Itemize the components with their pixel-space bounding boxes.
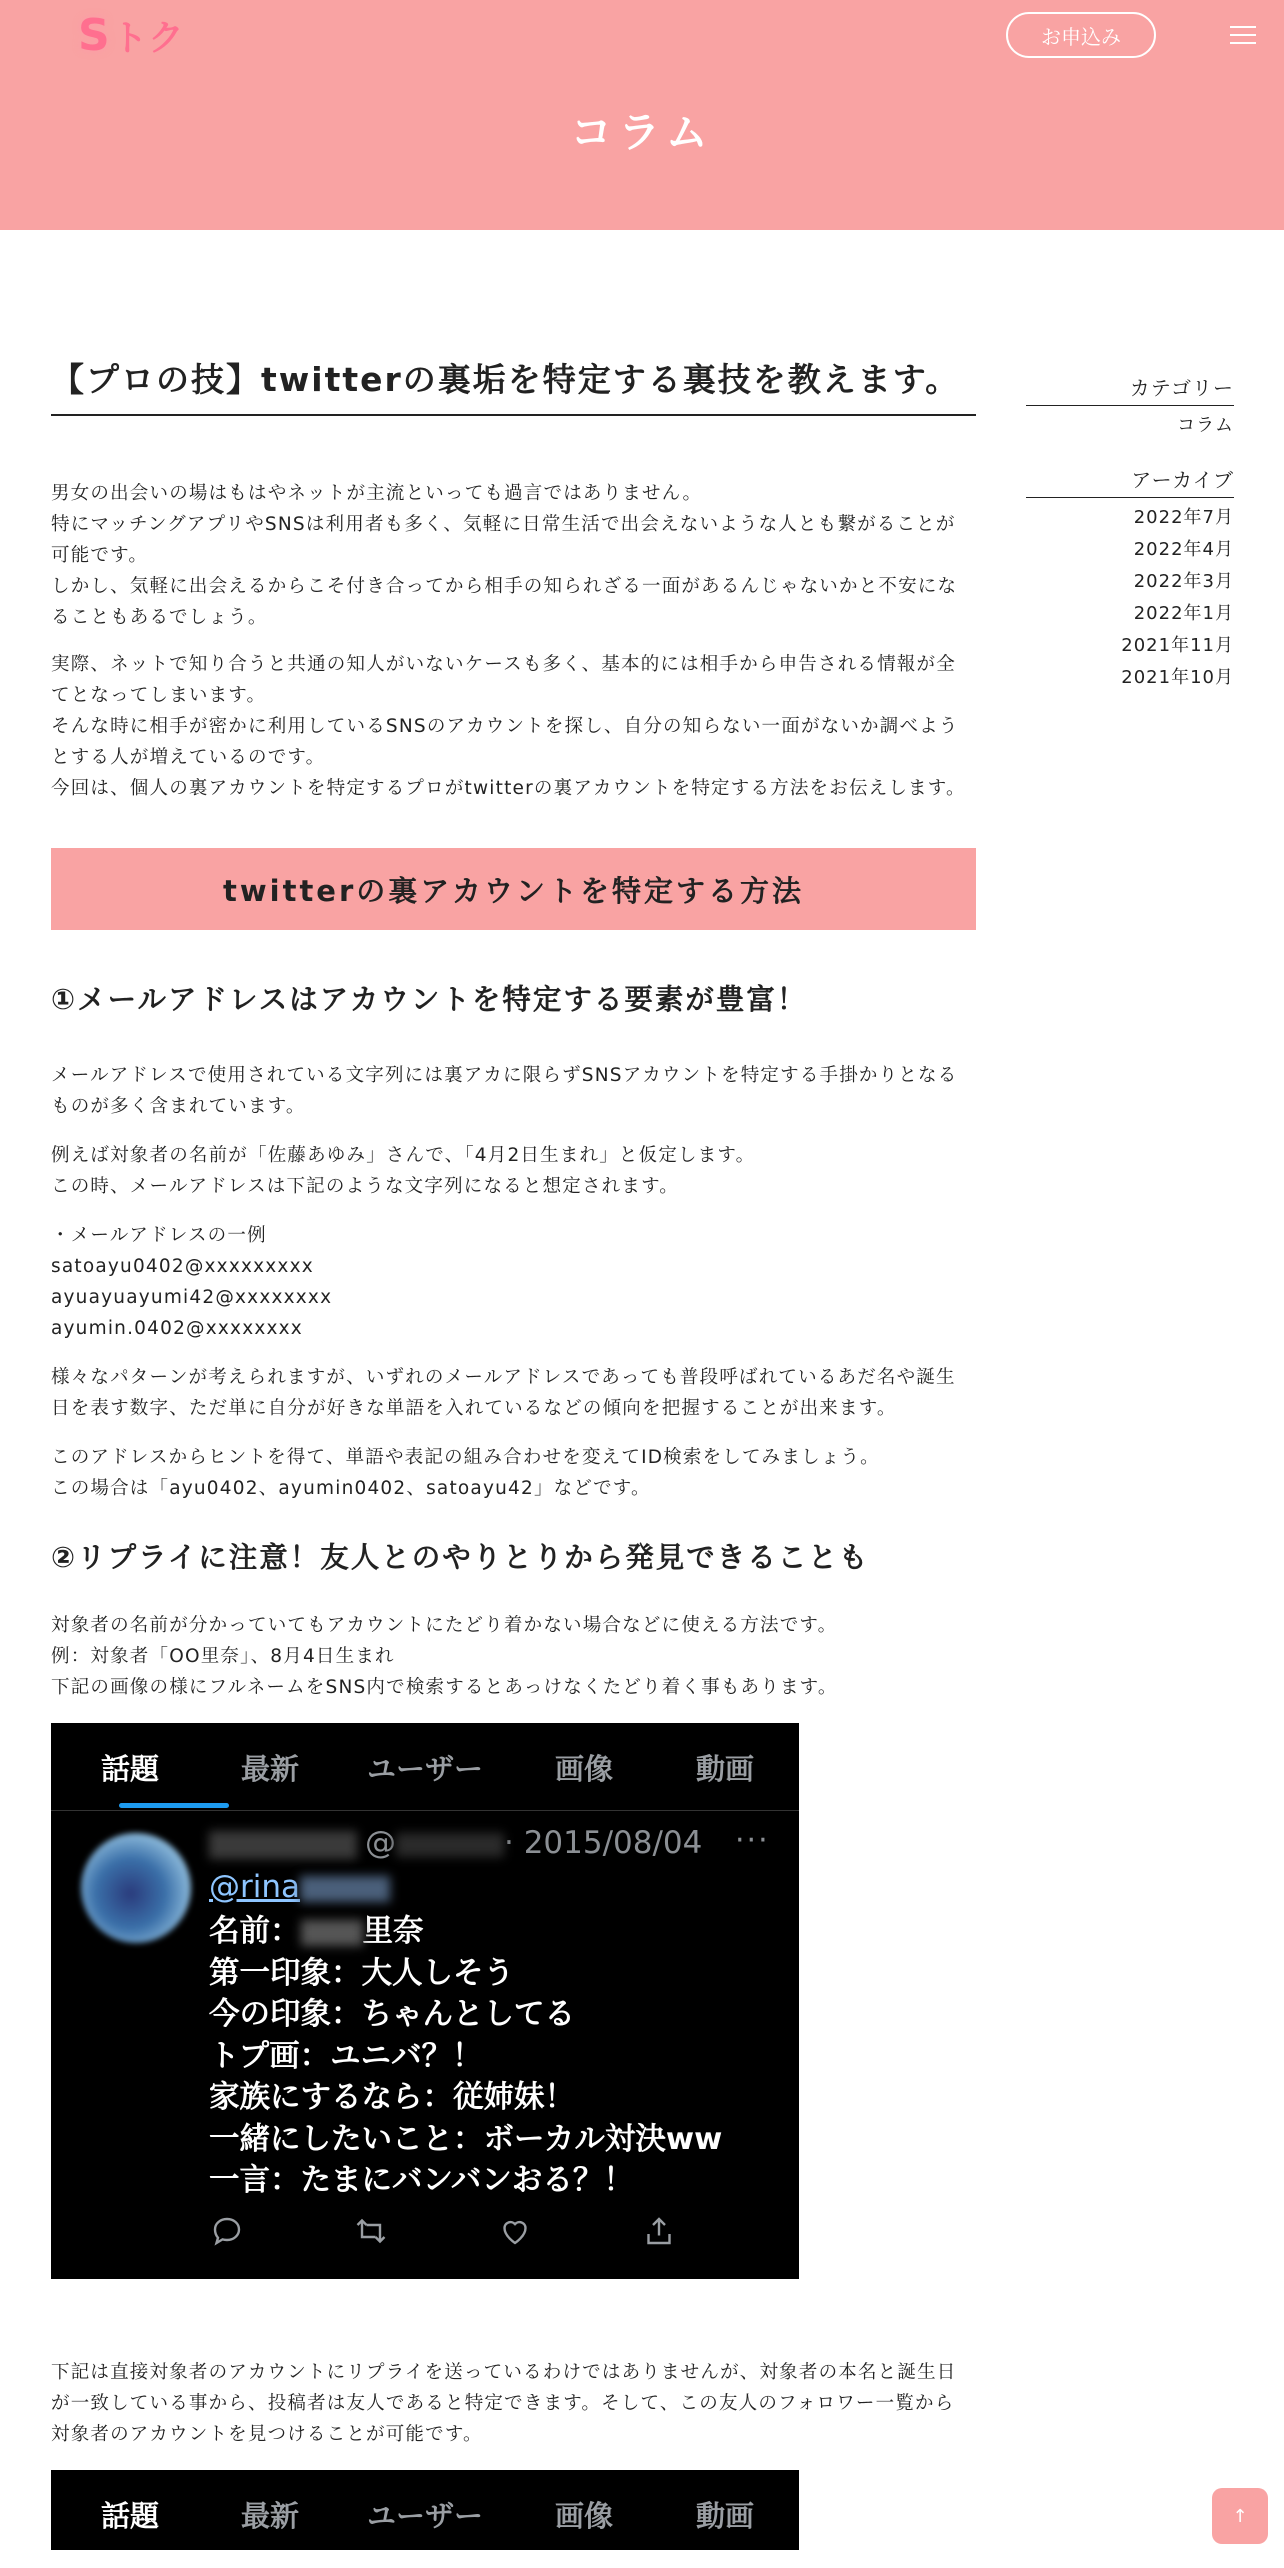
tweet-tab-bar xyxy=(51,1723,799,1811)
active-tab-indicator xyxy=(119,1803,229,1808)
text-line: 下記の画像の様にフルネームをSNS内で検索するとあっけなくたどり着く事もあります。 xyxy=(51,1677,838,1698)
tab-latest: 最新 xyxy=(241,1752,300,1786)
hamburger-line xyxy=(1230,26,1256,28)
tweet-screenshot-2 xyxy=(51,2470,799,2550)
tweet-actions xyxy=(51,2213,799,2253)
archive-item[interactable] xyxy=(1026,502,1234,534)
intro-paragraph-2 xyxy=(51,649,976,804)
text-line: このアドレスからヒントを得て、単語や表記の組み合わせを変えてID検索をしてみましょう。 xyxy=(51,1447,880,1468)
text-line: 下記は直接対象者のアカウントにリプライを送っているわけではありませんが、対象者の本名と誕生日 xyxy=(51,2362,957,2383)
reply-icon xyxy=(209,2213,245,2249)
text-line: 例えば対象者の名前が「佐藤あゆみ」さんで、「4月2日生まれ」と仮定します。 xyxy=(51,1145,756,1166)
archive-item[interactable] xyxy=(1026,534,1234,566)
page-header xyxy=(0,0,1284,230)
blurred-handle xyxy=(396,1833,504,1857)
blurred-mention xyxy=(300,1876,390,1902)
tab-latest: 最新 xyxy=(241,2499,300,2533)
text-line: てとなってしまいます。 xyxy=(51,685,267,706)
tweet-line: トプ画：ユニバ？！ xyxy=(209,2038,483,2074)
text-line: 対象者の名前が分かっていてもアカウントにたどり着かない場合などに使える方法です。 xyxy=(51,1615,838,1636)
tweet-screenshot xyxy=(51,1723,799,2279)
text-line: 男女の出会いの場はもはやネットが主流といっても過言ではありません。 xyxy=(51,483,703,504)
scroll-top-button[interactable] xyxy=(1212,2488,1268,2544)
email-paragraph-5 xyxy=(51,1442,976,1504)
archive-link[interactable]: 2022年7月 xyxy=(1133,507,1234,528)
more-options-icon: ··· xyxy=(735,1823,770,1858)
text-line: ayumin.0402@xxxxxxxx xyxy=(51,1318,303,1339)
tab-images: 画像 xyxy=(555,1752,614,1786)
archive-link[interactable]: 2022年3月 xyxy=(1133,571,1234,592)
archive-heading: アーカイブ xyxy=(1026,464,1234,498)
email-paragraph-2 xyxy=(51,1140,976,1202)
category-item[interactable] xyxy=(1026,410,1234,442)
text-line: 例：対象者「OO里奈」、8月4日生まれ xyxy=(51,1646,395,1667)
archive-link[interactable]: 2022年1月 xyxy=(1133,603,1234,624)
tweet-line: 第一印象：大人しそう xyxy=(209,1955,514,1991)
email-paragraph-4 xyxy=(51,1362,976,1424)
category-heading: カテゴリー xyxy=(1026,372,1234,406)
arrow-up-icon: ↑ xyxy=(1232,2505,1248,2527)
intro-paragraph-1 xyxy=(51,478,976,633)
tab-users: ユーザー xyxy=(367,2499,484,2533)
text-line: 今回は、個人の裏アカウントを特定するプロがtwitterの裏アカウントを特定する方法をお伝えします。 xyxy=(51,778,966,799)
text-line: 様々なパターンが考えられますが、いずれのメールアドレスであっても普段呼ばれているあだ名や誕生 xyxy=(51,1367,956,1388)
text-line: ることもあるでしょう。 xyxy=(51,607,268,628)
at-sign: @ xyxy=(365,1825,396,1861)
tab-videos: 動画 xyxy=(696,2499,755,2533)
text-line: この場合は「ayu0402、ayumin0402、satoayu42」などです。 xyxy=(51,1478,651,1499)
name-suffix: 里奈 xyxy=(362,1914,424,1949)
archive-item[interactable] xyxy=(1026,566,1234,598)
text-line: satoayu0402@xxxxxxxxx xyxy=(51,1256,314,1277)
tweet-tab-bar xyxy=(51,2470,799,2550)
text-line: 可能です。 xyxy=(51,545,149,566)
tab-images: 画像 xyxy=(555,2499,614,2533)
text-line: が一致している事から、投稿者は友人であると特定できます。そして、この友人のフォロワー一覧から xyxy=(51,2393,955,2414)
mention-text: @rina xyxy=(209,1869,301,1905)
tweet-header xyxy=(209,1825,702,1861)
tweet-date: · 2015/08/04 xyxy=(504,1825,703,1861)
category-list xyxy=(1026,410,1234,442)
hamburger-line xyxy=(1230,42,1256,44)
text-line: しかし、気軽に出会えるからこそ付き合ってから相手の知られざる一面があるんじゃないかと不安にな xyxy=(51,576,958,597)
subheading-reply: ②リプライに注意！友人とのやりとりから発見できることも xyxy=(51,1541,870,1574)
hamburger-icon[interactable] xyxy=(1230,26,1256,44)
site-logo[interactable] xyxy=(78,6,185,64)
email-examples xyxy=(51,1220,976,1344)
archive-link[interactable]: 2021年10月 xyxy=(1121,667,1234,688)
tweet-line: 家族にするなら：従姉妹！ xyxy=(209,2080,575,2115)
text-line: そんな時に相手が密かに利用しているSNSのアカウントを探し、自分の知らない一面がないか調べよう xyxy=(51,716,959,737)
logo-text: トク xyxy=(111,17,185,59)
reply-paragraph-1 xyxy=(51,1610,976,1703)
text-line: 特にマッチングアプリやSNSは利用者も多く、気軽に日常生活で出会えないような人とも繋がることが xyxy=(51,514,956,535)
text-line: 実際、ネットで知り合うと共通の知人がいないケースも多く、基本的には相手から申告される情報が全 xyxy=(51,654,956,675)
tweet-line xyxy=(209,1911,722,1953)
like-icon xyxy=(497,2213,533,2249)
sidebar xyxy=(1026,372,1234,694)
email-paragraph-1 xyxy=(51,1060,976,1122)
text-line: とする人が増えているのです。 xyxy=(51,747,326,768)
archive-item[interactable] xyxy=(1026,630,1234,662)
archive-list xyxy=(1026,502,1234,694)
tab-users: ユーザー xyxy=(367,1752,484,1786)
text-line: メールアドレスで使用されている文字列には裏アカに限らずSNSアカウントを特定する手掛かりとなる xyxy=(51,1065,958,1086)
blurred-display-name xyxy=(209,1831,357,1859)
tweet-line: 今の印象：ちゃんとしてる xyxy=(209,1997,575,2032)
hamburger-line xyxy=(1230,34,1256,36)
name-prefix: 名前： xyxy=(209,1914,301,1949)
logo-s-mark: S xyxy=(78,9,110,61)
tab-trending: 話題 xyxy=(101,1752,160,1786)
text-line: この時、メールアドレスは下記のような文字列になると想定されます。 xyxy=(51,1176,679,1197)
tweet-line: 一緒にしたいこと：ボーカル対決ww xyxy=(209,2121,723,2157)
section-heading-box: twitterの裏アカウントを特定する方法 xyxy=(51,848,976,930)
tweet-mention xyxy=(209,1869,390,1905)
share-icon xyxy=(641,2213,677,2249)
tab-videos: 動画 xyxy=(696,1752,755,1786)
subheading-email: ①メールアドレスはアカウントを特定する要素が豊富！ xyxy=(51,983,808,1016)
page-title: コラム xyxy=(570,108,714,157)
text-line: ものが多く含まれています。 xyxy=(51,1096,306,1117)
avatar xyxy=(81,1833,191,1943)
text-line: 日を表す数字、ただ単に自分が好きな単語を入れているなどの傾向を把握することが出来ます。 xyxy=(51,1398,897,1419)
archive-link[interactable]: 2022年4月 xyxy=(1133,539,1234,560)
tweet-body xyxy=(209,1911,722,2202)
archive-item[interactable] xyxy=(1026,662,1234,694)
text-line: ・メールアドレスの一例 xyxy=(51,1225,267,1246)
archive-link[interactable]: 2021年11月 xyxy=(1121,635,1234,656)
category-link[interactable]: コラム xyxy=(1177,415,1234,436)
apply-button[interactable]: お申込み xyxy=(1006,12,1156,58)
text-line: 対象者のアカウントを見つけることが可能です。 xyxy=(51,2424,483,2445)
article xyxy=(51,358,976,2550)
article-title: 【プロの技】twitterの裏垢を特定する裏技を教えます。 xyxy=(51,358,976,416)
tweet-line: 一言：たまにバンバンおる？！ xyxy=(209,2163,634,2198)
retweet-icon xyxy=(353,2213,389,2249)
tab-trending: 話題 xyxy=(101,2499,160,2533)
reply-paragraph-2 xyxy=(51,2357,976,2450)
text-line: ayuayuayumi42@xxxxxxxx xyxy=(51,1287,333,1308)
blurred-surname xyxy=(301,1920,363,1946)
archive-item[interactable] xyxy=(1026,598,1234,630)
